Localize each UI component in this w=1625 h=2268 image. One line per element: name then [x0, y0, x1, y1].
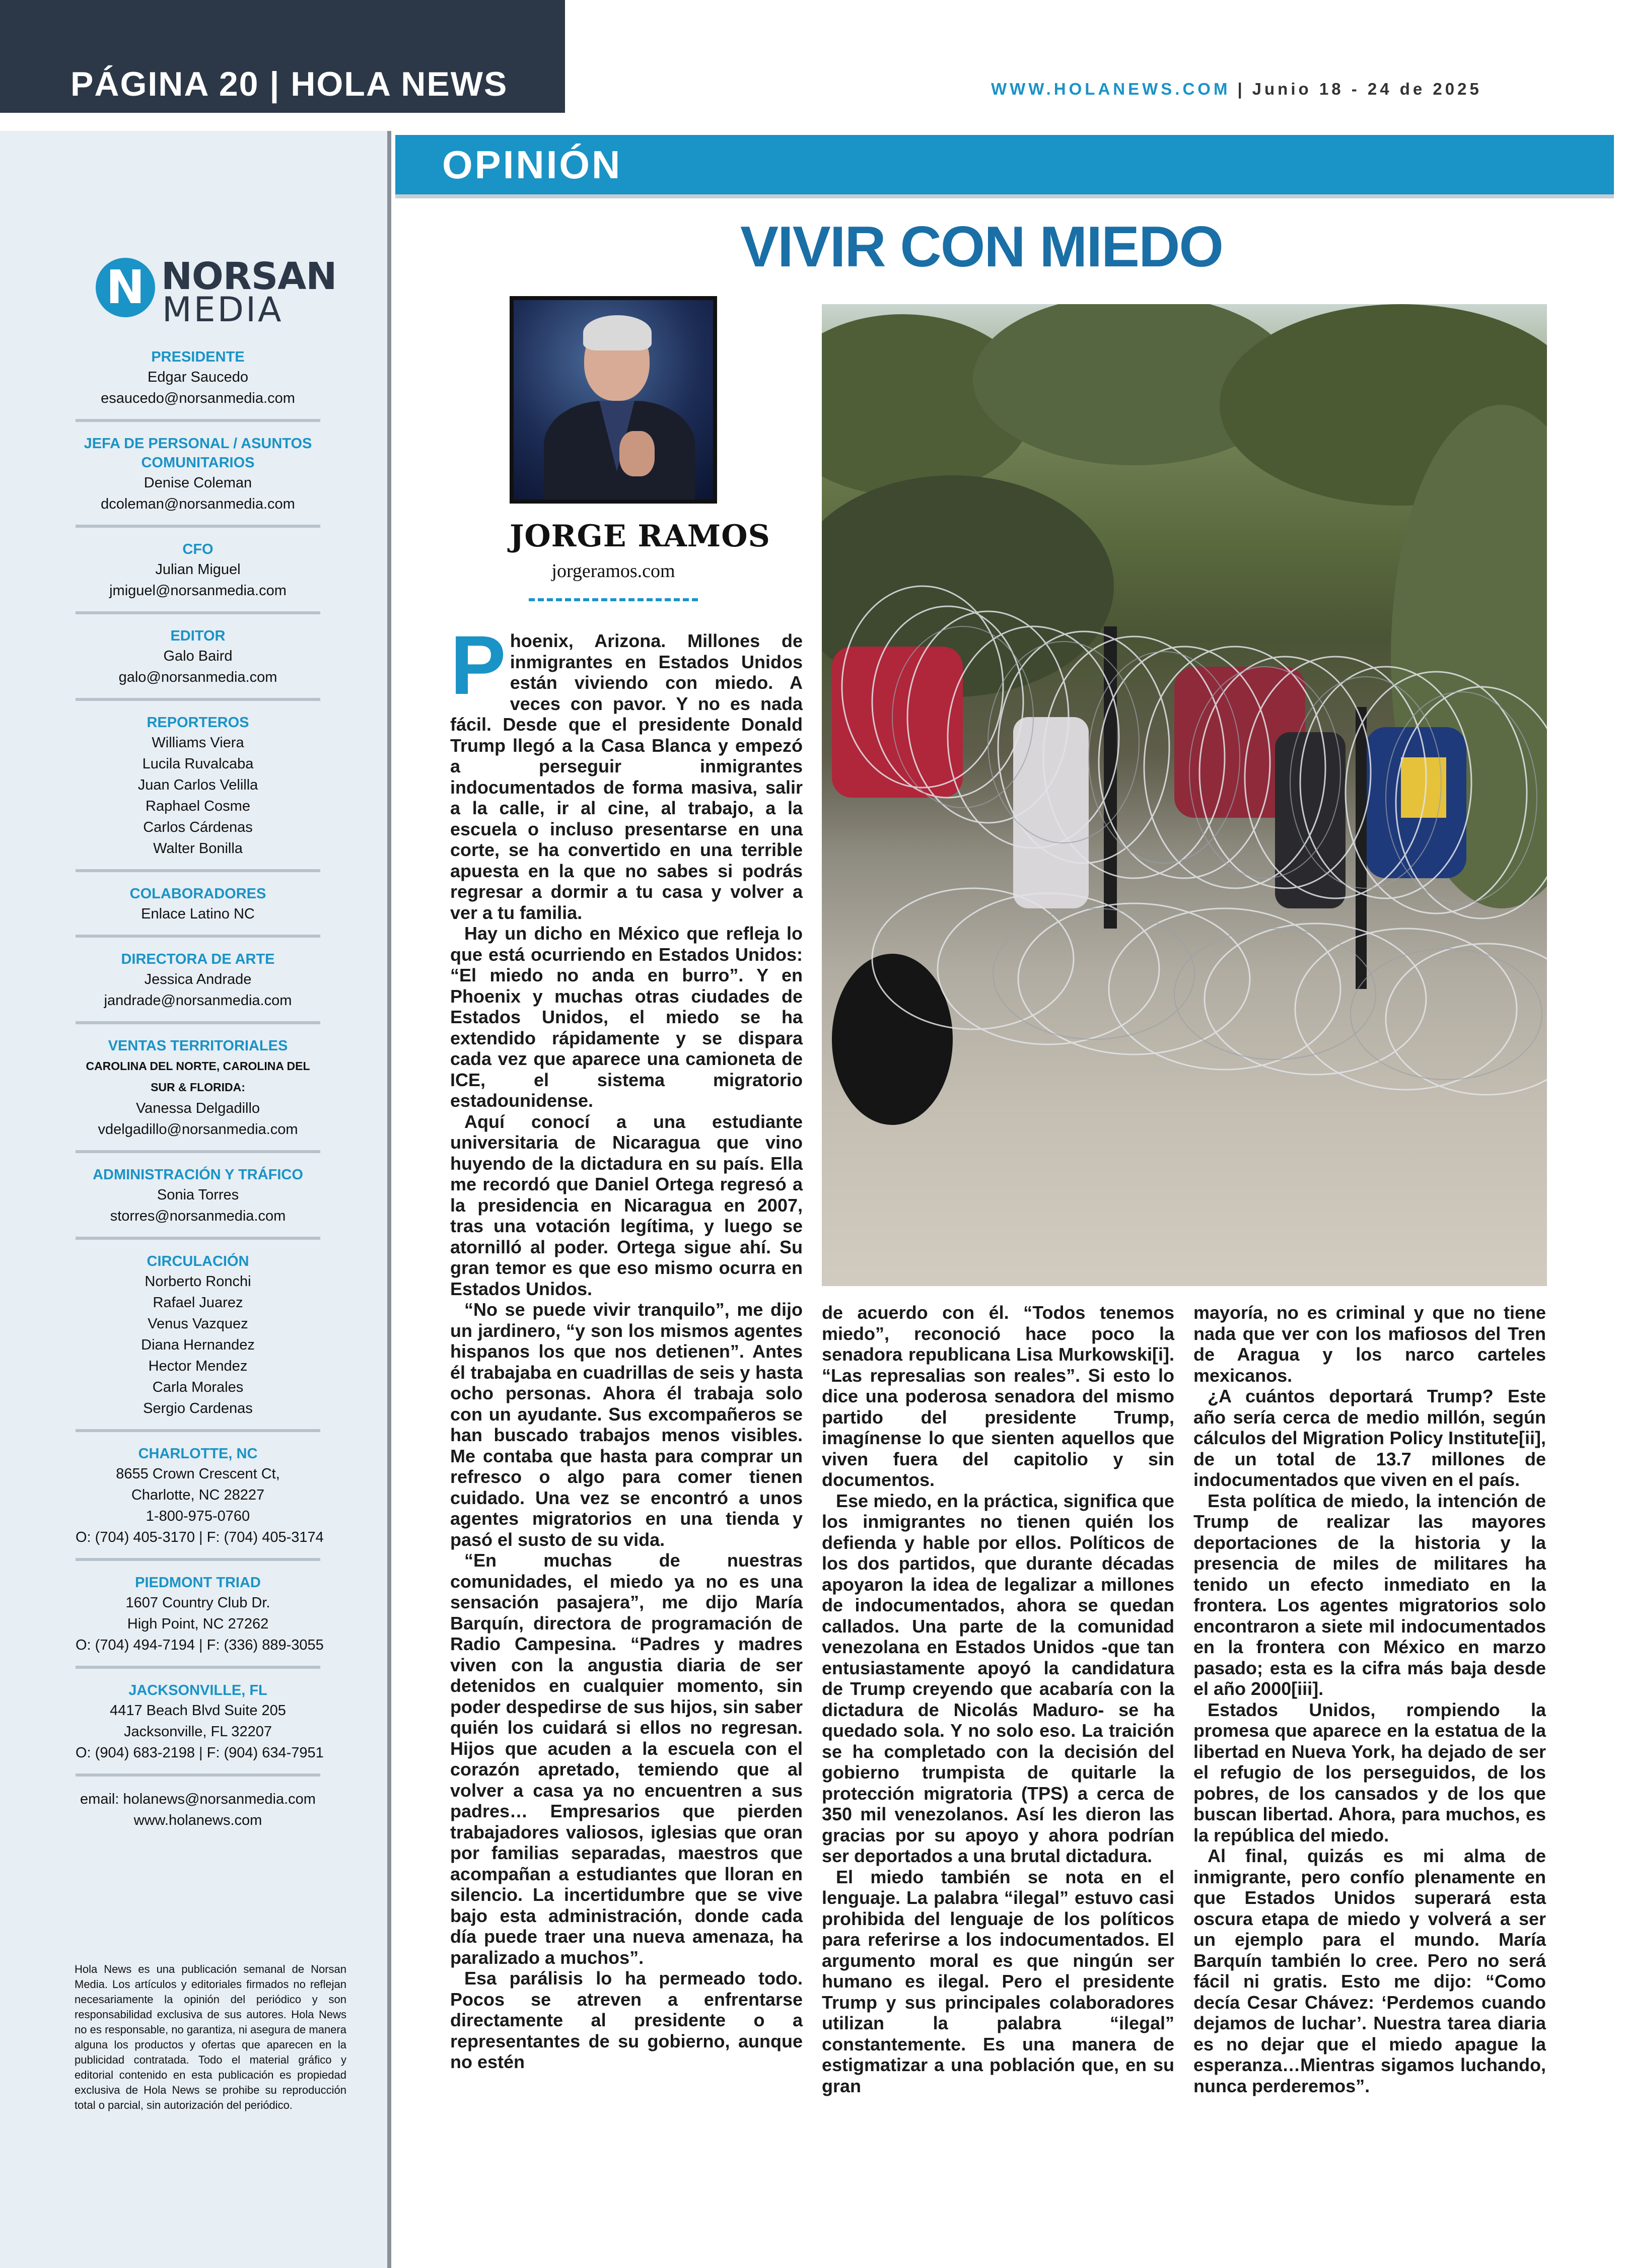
issue-date: Junio 18 - 24 de 2025: [1252, 80, 1482, 98]
staff-line: Venus Vazquez: [148, 1316, 248, 1332]
staff-line: Williams Viera: [152, 735, 244, 751]
staff-contact-link[interactable]: dcoleman@norsanmedia.com: [101, 496, 295, 512]
staff-line: O: (704) 494-7194 | F: (336) 889-3055: [76, 1637, 324, 1653]
article-paragraph: Estados Unidos, rompiendo la promesa que aparece en la estatua de la libertad en Nueva York, ha dejado de ser el refugio de los perseguidos, de los pobres, de los cansados y de los que buscan libertad. Ahora, para muchos, es la república del miedo.: [1193, 1699, 1546, 1846]
staff-line: 1607 Country Club Dr.: [125, 1595, 270, 1611]
photo-illustration: [822, 304, 1547, 1286]
norsan-media-logo: [96, 255, 337, 333]
article-paragraph: ¿A cuántos deportará Trump? Este año sería cerca de medio millón, según cálculos del Migration Policy Institute[ii], de un total de 13.7 millones de indocumentados que viven en el país.: [1193, 1386, 1546, 1490]
staff-section-title: PRESIDENTE: [151, 349, 245, 365]
border-razor-wire-photo: [822, 304, 1547, 1286]
staff-section-note: CAROLINA DEL NORTE, CAROLINA DEL SUR & FLORIDA:: [86, 1059, 310, 1094]
staff-section-title: JACKSONVILLE, FL: [128, 1682, 267, 1698]
staff-line: Denise Coleman: [144, 475, 252, 491]
article-column-2: [822, 1302, 1174, 2096]
logo-letter: N: [106, 260, 145, 314]
article-paragraph: de acuerdo con él. “Todos tenemos miedo”, reconoció hace poco la senadora republicana Lisa Murkowski[i]. “Las represalias son reales”. Si esto lo dice una poderosa senadora del mismo partido del presidente Trump, imagínense lo que sienten aquellos que viven fuera del capitolio y sin documentos.: [822, 1302, 1174, 1490]
staff-line: Vanessa Delgadillo: [135, 1100, 260, 1116]
staff-line: Edgar Saucedo: [148, 369, 248, 385]
disclaimer: Hola News es una publicación semanal de Norsan Media. Los artículos y editoriales firmados no reflejan necesariamente la opinión del periódico y son responsabilidad exclusiva de sus autores. Hola News no es responsable, no garantiza, ni asegura de manera alguna los productos y ofertas que aparecen en la publicidad contratada. Todo el material gráfico y editorial contenido en esta publicación es propiedad exclusiva de Hola News se prohibe su reproducción total o parcial, sin autorización del periódico.: [75, 1963, 346, 2111]
staff-line: 8655 Crown Crescent Ct,: [116, 1466, 280, 1482]
staff-contact-link[interactable]: www.holanews.com: [133, 1812, 262, 1828]
header-separator: |: [1237, 80, 1245, 98]
staff-section: [76, 708, 320, 872]
article-paragraph: Esa parálisis lo ha permeado todo. Pocos se atreven a enfrentarse directamente al presidente o a representantes de su gobierno, aunque no estén: [450, 1968, 803, 2072]
staff-section-title: DIRECTORA DE ARTE: [121, 951, 275, 967]
staff-section: [76, 1439, 324, 1561]
author-name: JORGE RAMOS: [510, 519, 770, 554]
staff-line: Walter Bonilla: [153, 840, 243, 857]
staff-section-title: CFO: [182, 541, 214, 557]
article-paragraph: mayoría, no es criminal y que no tiene nada que ver con los mafiosos del Tren de Aragua y los narco carteles mexicanos.: [1193, 1302, 1546, 1386]
masthead-sidebar: [0, 131, 391, 2268]
staff-section: [76, 342, 320, 422]
article-paragraph: Al final, quizás es mi alma de inmigrante, pero confío plenamente en que Estados Unidos superará esta oscura etapa de miedo y volverá a ser un ejemplo para el mundo. María Barquín también lo cree. Pero no será fácil ni gratis. Esto me dijo: “Como decía Cesar Chávez: ‘Perdemos cuando dejamos de luchar’. Nuestra tarea diaria es no dejar que el miedo apague la esperanza…Mientras sigamos luchando, nunca perderemos”.: [1193, 1846, 1546, 2096]
header-right: [991, 80, 1482, 99]
author-website[interactable]: jorgeramos.com: [551, 560, 675, 582]
article-paragraph: Esta política de miedo, la intención de Trump de realizar las mayores deportaciones de la historia y la presencia de miles de militares ha tenido un efecto inmediato en la frontera. Los agentes migratorios solo encontraron a siete mil indocumentados en la frontera con México en marzo pasado; esta es la cifra más baja desde el año 2000[iii].: [1193, 1490, 1546, 1699]
staff-section-title: COLABORADORES: [129, 886, 266, 902]
staff-contact-link[interactable]: vdelgadillo@norsanmedia.com: [98, 1121, 298, 1138]
staff-section-title: ADMINISTRACIÓN Y TRÁFICO: [93, 1167, 303, 1183]
article-paragraph: Aquí conocí a una estudiante universitaria de Nicaragua que vino huyendo de la dictadura en su país. Ella me recordó que Daniel Ortega regresó a la presidencia en Nicaragua en 2007, tras una votación legítima, y luego se atornilló al poder. Ortega sigue ahí. Su gran temor es que eso mismo ocurra en Estados Unidos.: [450, 1111, 803, 1299]
staff-section-title: VENTAS TERRITORIALES: [108, 1038, 288, 1054]
author-divider: [529, 598, 698, 601]
article-paragraph: El miedo también se nota en el lenguaje. La palabra “ilegal” estuvo casi prohibida del lenguaje de los políticos para referirse a los indocumentados. El argumento moral es que ningún ser humano es ilegal. Pero el presidente Trump y sus principales colaboradores utilizan la palabra “ilegal” constantemente. Es una manera de estigmatizar a una población que, en su gran: [822, 1866, 1174, 2096]
staff-line: Sonia Torres: [157, 1187, 239, 1203]
staff-directory: [76, 342, 324, 1848]
staff-contact-link[interactable]: esaucedo@norsanmedia.com: [101, 390, 295, 406]
page-label: PÁGINA 20 | HOLA NEWS: [70, 65, 508, 103]
author-photo-hand: [619, 431, 655, 476]
staff-line: Rafael Juarez: [153, 1295, 243, 1311]
section-bar-underline: [395, 194, 1614, 198]
staff-line: High Point, NC 27262: [127, 1616, 269, 1632]
staff-line: Jacksonville, FL 32207: [124, 1724, 272, 1740]
staff-line: Enlace Latino NC: [141, 906, 255, 922]
staff-section-title: JEFA DE PERSONAL / ASUNTOS COMUNITARIOS: [84, 436, 312, 471]
staff-line: 4417 Beach Blvd Suite 205: [110, 1703, 286, 1719]
article-paragraph: hoenix, Arizona. Millones de inmigrantes en Estados Unidos están viviendo con miedo. A veces con pavor. Y no es nada fácil. Desde que el presidente Donald Trump llegó a la Casa Blanca y empezó a perseguir inmigrantes indocumentados de forma masiva, salir a la calle, ir al cine, al trabajo, a la escuela o incluso presentarse en una corte, se ha convertido en una terrible apuesta en la que no sabes si podrás regresar a dormir a tu casa y volver a ver a tu familia.: [450, 630, 803, 923]
staff-section: [76, 1160, 320, 1240]
staff-line: 1-800-975-0760: [146, 1508, 250, 1524]
staff-contact-link[interactable]: jmiguel@norsanmedia.com: [109, 583, 287, 599]
staff-line: Galo Baird: [163, 648, 233, 664]
staff-section: [76, 879, 320, 938]
logo-name: NORSAN: [161, 255, 337, 298]
staff-contact-link[interactable]: storres@norsanmedia.com: [110, 1208, 286, 1224]
staff-section-title: CHARLOTTE, NC: [138, 1446, 258, 1462]
staff-contact-link[interactable]: jandrade@norsanmedia.com: [104, 993, 292, 1009]
section-label: OPINIÓN: [442, 143, 622, 187]
staff-line: Diana Hernandez: [141, 1337, 255, 1353]
article-paragraph: “En muchas de nuestras comunidades, el miedo ya no es una sensación pasajera”, me dijo María Barquín, directora de programación de Radio Campesina. “Padres y madres viven con la angustia diaria de ser detenidos en cualquier momento, sin poder despedirse de sus hijos, sin saber quién los cuidará si ellos no regresan. Hijos que acuden a la escuela con el corazón apretado, temiendo que al volver a casa ya no encuentren a sus padres… Empresarios que pierden trabajadores valiosos, iglesias que oran por familias separadas, maestros que acompañan a estudiantes que lloran en silencio. La incertidumbre que se vive bajo esta administración, donde cada día puede traer una nueva amenaza, ha paralizado a muchos”.: [450, 1550, 803, 1968]
staff-line: Sergio Cardenas: [143, 1400, 253, 1416]
staff-section: [76, 1031, 320, 1153]
staff-contact-link[interactable]: galo@norsanmedia.com: [118, 669, 277, 685]
staff-line: Raphael Cosme: [146, 798, 250, 814]
staff-line: Juan Carlos Velilla: [137, 777, 258, 793]
article-paragraph: “No se puede vivir tranquilo”, me dijo un jardinero, “y son los mismos agentes hispanos los que nos detienen”. Antes él trabajaba en cuadrillas de seis y hasta ocho personas. Ahora él trabaja solo con un ayudante. Sus excompañeros se han buscado trabajos menos visibles. Me contaba que hasta para comprar un refresco o algo para comer tienen cuidado. Una vez se encontró a unos agentes migratorios en una tienda y pasó el susto de su vida.: [450, 1299, 803, 1550]
article-paragraph: Ese miedo, en la práctica, significa que los inmigrantes no tienen quién los defienda y hable por ellos. Políticos de los dos partidos, que durante décadas apoyaron la idea de legalizar a millones de indocumentados, ahora se quedan callados. Una parte de la comunidad venezolana en Estados Unidos -que tan entusiastamente apoyó la candidatura de Trump creyendo que acabaría con la dictadura de Nicolás Maduro- se ha quedado sola. Y no solo eso. La traición se ha completado con la decisión del gobierno trumpista de quitarle la protección migratoria (TPS) a cerca de 350 mil venezolanos. Así les dieron las gracias por su apoyo y ahora podrían ser deportados a una brutal dictadura.: [822, 1490, 1174, 1866]
staff-section: [76, 535, 320, 614]
staff-line: Lucila Ruvalcaba: [142, 756, 254, 772]
staff-section-title: REPORTEROS: [147, 715, 249, 731]
staff-section: [76, 1676, 324, 1777]
staff-section: [76, 945, 320, 1024]
staff-section: [76, 1247, 320, 1432]
staff-section-title: CIRCULACIÓN: [147, 1253, 249, 1269]
article-column-1: [450, 619, 803, 2073]
staff-contact-link[interactable]: email: holanews@norsanmedia.com: [80, 1791, 316, 1807]
staff-section: [76, 1784, 320, 1841]
article-column-3: [1193, 1302, 1546, 2096]
logo-sub: MEDIA: [162, 290, 284, 330]
article-paragraph: Hay un dicho en México que refleja lo que está ocurriendo en Estados Unidos: “El miedo no anda en burro”. Y en Phoenix y muchas otras ciudades de Estados Unidos, el miedo se ha extendido rápidamente y se dispara cada vez que aparece una camioneta de ICE, el sistema migratorio estadounidense.: [450, 923, 803, 1111]
staff-line: Carla Morales: [152, 1379, 244, 1395]
drop-cap: P: [450, 619, 506, 712]
staff-section: [76, 1568, 324, 1669]
staff-line: O: (704) 405-3170 | F: (704) 405-3174: [76, 1529, 324, 1545]
staff-line: Charlotte, NC 28227: [131, 1487, 265, 1503]
staff-line: Jessica Andrade: [144, 971, 252, 987]
staff-line: Carlos Cárdenas: [143, 819, 253, 835]
staff-section: [76, 621, 320, 701]
staff-line: O: (904) 683-2198 | F: (904) 634-7951: [76, 1745, 324, 1761]
author-photo: [510, 296, 717, 504]
staff-section-title: PIEDMONT TRIAD: [135, 1575, 261, 1591]
staff-line: Hector Mendez: [148, 1358, 248, 1374]
staff-line: Norberto Ronchi: [145, 1273, 251, 1290]
staff-line: Julian Miguel: [155, 561, 241, 578]
website-link[interactable]: WWW.HOLANEWS.COM: [991, 80, 1231, 98]
staff-section: [76, 429, 320, 528]
staff-section-title: EDITOR: [170, 628, 226, 644]
article-headline: VIVIR CON MIEDO: [740, 215, 1223, 279]
author-photo-hair: [583, 315, 652, 350]
